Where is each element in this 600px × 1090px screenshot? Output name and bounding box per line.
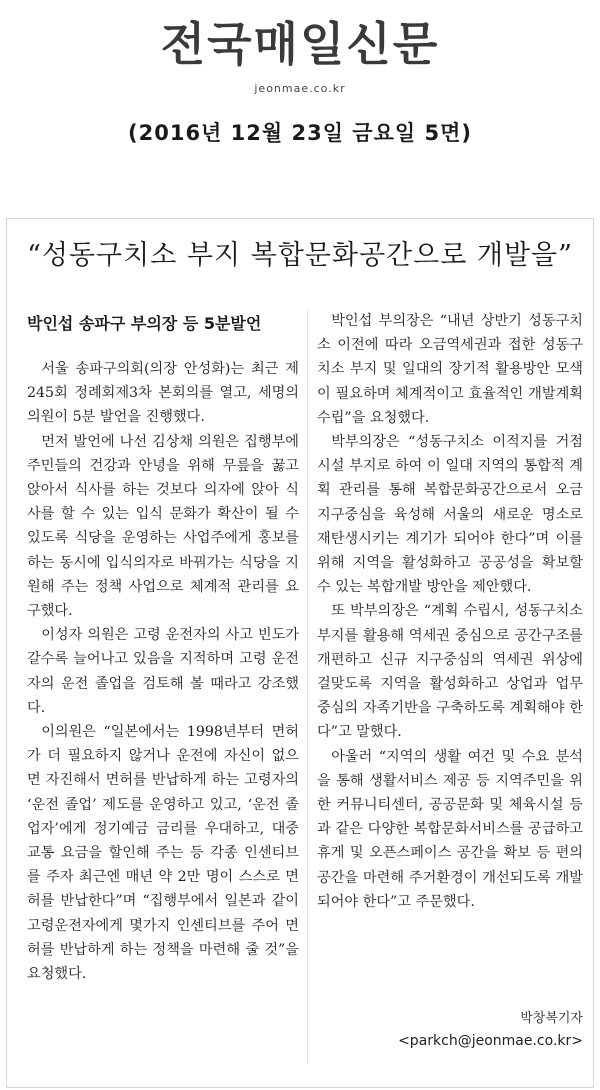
paragraph: 박인섭 부의장은 “내년 상반기 성동구치소 이전에 따라 오금역세권과 접한 성동구치소 부지 및 일대의 장기적 활용방안 모색이 필요하며 체계적이고 효율적인 개발계획 수립”을 요청했다.: [317, 313, 583, 426]
article-column-right: [317, 309, 583, 914]
paragraph: 서울 송파구의회(의장 안성화)는 최근 제245회 정례회제3차 본회의를 열고, 세명의 의원이 5분 발언을 진행했다.: [27, 361, 299, 426]
paragraph: 이성자 의원은 고령 운전자의 사고 빈도가 갈수록 늘어나고 있음을 지적하며 고령 운전자의 운전 졸업을 검토해 볼 때라고 강조했다.: [27, 627, 299, 716]
masthead: [0, 0, 600, 145]
paragraph: 아울러 “지역의 생활 여건 및 수요 분석을 통해 생활서비스 제공 등 지역주민을 위한 커뮤니티센터, 공공문화 및 체육시설 등과 같은 다양한 복합문화서비스를 공급하고 휴게 및 오픈스페이스 공간을 확보 등 편의공간을 마련해 주거환경이 개선되도록 개발되어야 한다”고 주문했다.: [317, 748, 583, 910]
column-divider: [307, 309, 308, 1064]
paragraph: 먼저 발언에 나선 김상채 의원은 집행부에 주민들의 건강과 안녕을 위해 무릎을 꿇고 앉아서 식사를 하는 것보다 의자에 앉아 식사를 할 수 있는 입식 문화가 확산이 될 수 있도록 식당을 운영하는 사업주에게 홍보를 하는 동시에 입식의자로 바꿔가는 식당을 지원해 주는 정책 사업으로 체계적 관리를 요구했다.: [27, 433, 299, 620]
publication-date: (2016년 12월 23일 금요일 5면): [128, 121, 472, 145]
newspaper-logo: 전국매일신문: [160, 17, 440, 71]
paragraph: 또 박부의장은 “계획 수립시, 성동구치소 부지를 활용해 역세권 중심으로 공간구조를 개편하고 신규 지구중심의 역세권 위상에 걸맞도록 지역을 활성화하고 상업과 업무 중심의 자족기반을 구축하도록 계획해야 한다”고 말했다.: [317, 603, 583, 741]
article-column-left: [27, 357, 299, 986]
newspaper-url: jeonmae.co.kr: [254, 82, 346, 95]
article-headline: “성동구치소 부지 복합문화공간으로 개발을”: [27, 240, 573, 271]
article-subheadline: 박인섭 송파구 부의장 등 5분발언: [27, 314, 262, 333]
article-clipping: [6, 218, 594, 1088]
paragraph: 이의원은 “일본에서는 1998년부터 면허가 더 필요하지 않거나 운전에 자신이 없으면 자진해서 면허를 반납하게 하는 고령자의 ‘운전 졸업’ 제도를 운영하고 있고, ‘운전 졸업자’에게 정기예금 금리를 우대하고, 대중교통 요금을 할인해 주는 등 각종 인센티브를 주자 최근엔 매년 약 2만 명이 스스로 면허를 반납한다”며 “집행부에서 일본과 같이 고령운전자에게 몇가지 인센티브를 주어 면허를 반납하게 하는 정책을 마련해 줄 것”을 요청했다.: [27, 724, 299, 983]
reporter-byline: 박창복기자: [520, 1011, 583, 1026]
paragraph: 박부의장은 “성동구치소 이적지를 거점시설 부지로 하여 이 일대 지역의 통합적 계획 관리를 통해 복합문화공간으로서 오금 지구중심을 육성해 서울의 새로운 명소로 재탄생시키는 계기가 되어야 한다”며 이를 위해 지역을 활성화하고 공공성을 확보할 수 있는 복합개발 방안을 제안했다.: [317, 434, 583, 596]
reporter-email: <parkch@jeonmae.co.kr>: [398, 1033, 583, 1049]
